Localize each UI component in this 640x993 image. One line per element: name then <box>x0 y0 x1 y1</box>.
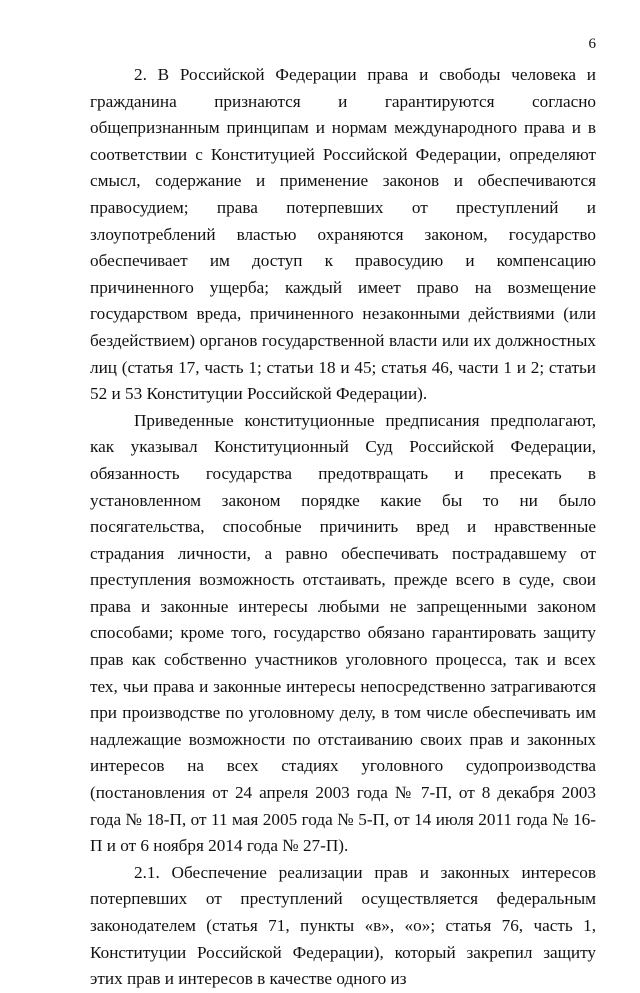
paragraph-section-2-1: 2.1. Обеспечение реализации прав и законных интересов потерпевших от преступлений осуществляется федеральным законодателем (статья 71, пункты «в», «о»; статья 76, часть 1, Конституции Российской Федерации), который закрепил защиту этих прав и интересов в качестве одного из <box>90 862 596 989</box>
paragraph-section-2: 2. В Российской Федерации права и свободы человека и гражданина признаются и гарантируются согласно общепризнанным принципам и нормам международного права и в соответствии с Конституцией Российской Федерации, определяют смысл, содержание и применение законов и обеспечиваются правосудием; права потерпевших от преступлений и злоупотреблений властью охраняются законом, государство обеспечивает им доступ к правосудию и компенсацию причиненного ущерба; каждый имеет право на возмещение государством вреда, причиненного незаконными действиями (или бездействием) органов государственной власти или их должностных лиц (статья 17, часть 1; статьи 18 и 45; статья 46, части 1 и 2; статьи 52 и 53 Конституции Российской Федерации). <box>90 65 596 404</box>
paragraph-constitutional-prescriptions: Приведенные конституционные предписания предполагают, как указывал Конституционный Суд Российской Федерации, обязанность государства предотвращать и пресекать в установленном законом порядке какие бы то ни было посягательства, способные причинить вред и нравственные страдания личности, а равно обеспечивать пострадавшему от преступления возможность отстаивать, прежде всего в суде, свои права и законные интересы любыми не запрещенными законом способами; кроме того, государство обязано гарантировать защиту прав как собственно участников уголовного процесса, так и всех тех, чьи права и законные интересы непосредственно затрагиваются при производстве по уголовному делу, в том числе обеспечивать им надлежащие возможности по отстаиванию своих прав и законных интересов на всех стадиях уголовного судопроизводства (постановления от 24 апреля 2003 года № 7-П, от 8 декабря 2003 года № 18-П, от 11 мая 2005 года № 5-П, от 14 июля 2011 года № 16-П и от 6 ноября 2014 года № 27-П). <box>90 410 596 856</box>
page-number: 6 <box>588 36 596 52</box>
document-body <box>90 62 596 993</box>
